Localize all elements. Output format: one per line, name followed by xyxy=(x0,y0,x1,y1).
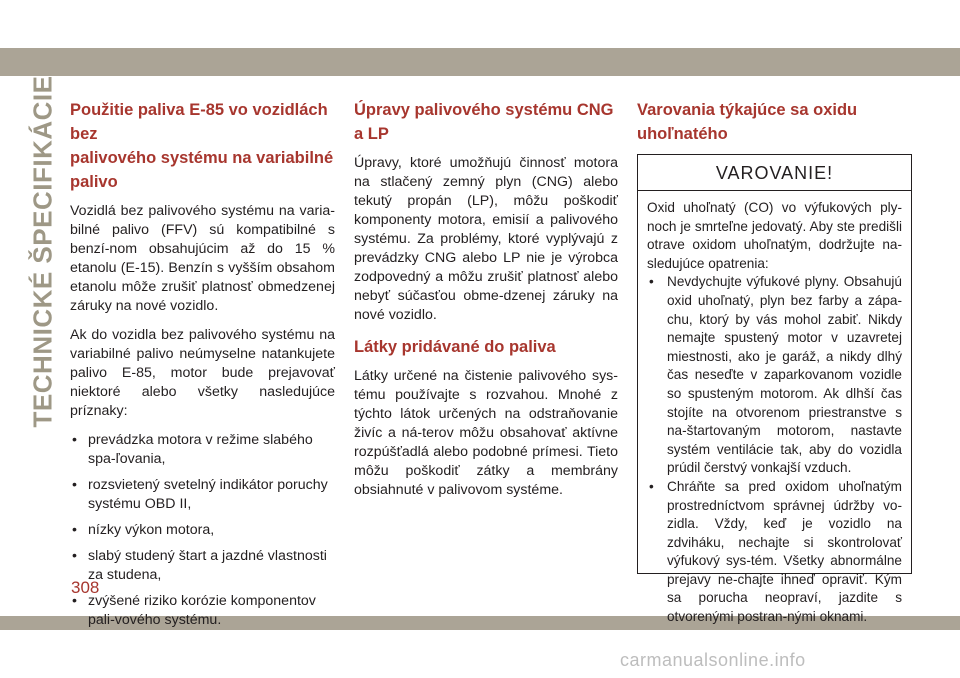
warning-title: VAROVANIE! xyxy=(638,155,911,191)
section-side-title xyxy=(27,75,58,427)
header-band xyxy=(0,48,960,76)
paragraph-cng-lp: Úpravy, ktoré umožňujú činnosť motora na stlačený zemný plyn (CNG) alebo tekutý propán (LP), môžu poškodiť komponenty motora, emisií a palivového systému. Za problémy, ktoré vyplývajú z prevádzky CNG alebo LP nie je výrobca zodpovedný a môžu zrušiť platnosť alebo nebyť súčasťou obme-dzenej záruky na nové vozidlo. xyxy=(354,155,618,323)
heading-carbon-monoxide: Varovania týkajúce sa oxidu uhoľnatého xyxy=(637,101,858,143)
heading-e85-line-3: palivo xyxy=(70,173,118,191)
list-item: • rozsvietený svetelný indikátor poruchy systému OBD II, xyxy=(70,476,335,514)
list-item: • prevádzka motora v režime slabého spa-ľovania, xyxy=(70,431,335,469)
column-left xyxy=(70,98,335,637)
watermark: carmanualsonline.info xyxy=(620,650,806,670)
list-item: • Nevdychujte výfukové plyny. Obsahujú oxid uhoľnatý, plyn bez farby a zápa-chu, ktorý by vás mohol zabiť. Nikdy nemajte spustený motor v uzavretej miestnosti, ako je garáž, a nikdy dlhý čas nesеďte v zaparkovanom vozidle so spusteným motorom. Ak dlhší čas stojíte na otvorenom priestranstve s na-štartovaným motorom, nastavte systém ventilácie tak, aby do vozidla prúdil čerstvý vonkajší vzduch. xyxy=(647,273,902,478)
paragraph-ffv-compat: Vozidlá bez palivového systému na varia-bilné palivo (FFV) sú kompatibilné s benzí-nom obsahujúcim až do 15 % etanolu (E-15). Benzín s vyšším obsahom etanolu môže zrušiť platnosť obmedzenej záruky na nové vozidlo. xyxy=(70,203,335,314)
heading-e85-line-1: Použitie paliva E-85 vo vozidlách bez xyxy=(70,101,328,143)
list-item: • Chráňte sa pred oxidom uhoľnatým prostredníctvom správnej údržby vo-zidla. Vždy, keď je vozidlo na zdviháku, nechajte si skontrolovať výfukový sys-tém. Všetky abnormálne prejavy ne-chajte ihneď opraviť. Kým sa porucha neopraví, jazdite s otvorenými postran-nými oknami. xyxy=(647,478,902,627)
heading-e85 xyxy=(70,98,335,194)
warning-intro: Oxid uhoľnatý (CO) vo výfukových ply-noch je smrteľne jedovatý. Aby ste predišli otrave oxidom uhoľnatým, dodržujte na-sledujúce opatrenia: xyxy=(647,200,902,271)
warning-box xyxy=(637,154,912,625)
page-number: 308 xyxy=(71,578,100,597)
paragraph-e85-symptoms: Ak do vozidla bez palivového systému na variabilné palivo neúmyselne natankujete palivo E-85, motor bude prejavovať niektoré alebo všetky nasledujúce príznaky: xyxy=(70,327,335,419)
heading-fuel-additives: Látky pridávané do paliva xyxy=(354,338,556,356)
list-item: • nízky výkon motora, xyxy=(70,521,335,540)
side-title-text: TECHNICKÉ ŠPECIFIKÁCIE xyxy=(27,75,58,427)
paragraph-fuel-additives: Látky určené na čistenie palivového sys-tému používajte s rozvahou. Mnohé z týchto látok určených na odstraňovanie živíc a ná-terov môžu obsahovať aktívne rozpúšťadlá alebo podobné prímesi. Tieto môžu poškodiť zátky a membrány obsiahnuté v palivovom systéme. xyxy=(354,368,618,498)
heading-e85-line-2: palivového systému na variabilné xyxy=(70,149,334,167)
warning-list xyxy=(647,273,902,626)
symptom-list xyxy=(70,431,335,630)
column-middle xyxy=(354,98,618,510)
warning-body xyxy=(638,191,911,627)
list-item: • slabý studený štart a jazdné vlastnosti za studena, xyxy=(70,547,335,585)
column-right xyxy=(637,98,912,625)
list-item: • zvýšené riziko korózie komponentov pali-vového systému. xyxy=(70,592,335,630)
heading-cng-lp: Úpravy palivového systému CNG a LP xyxy=(354,101,614,143)
